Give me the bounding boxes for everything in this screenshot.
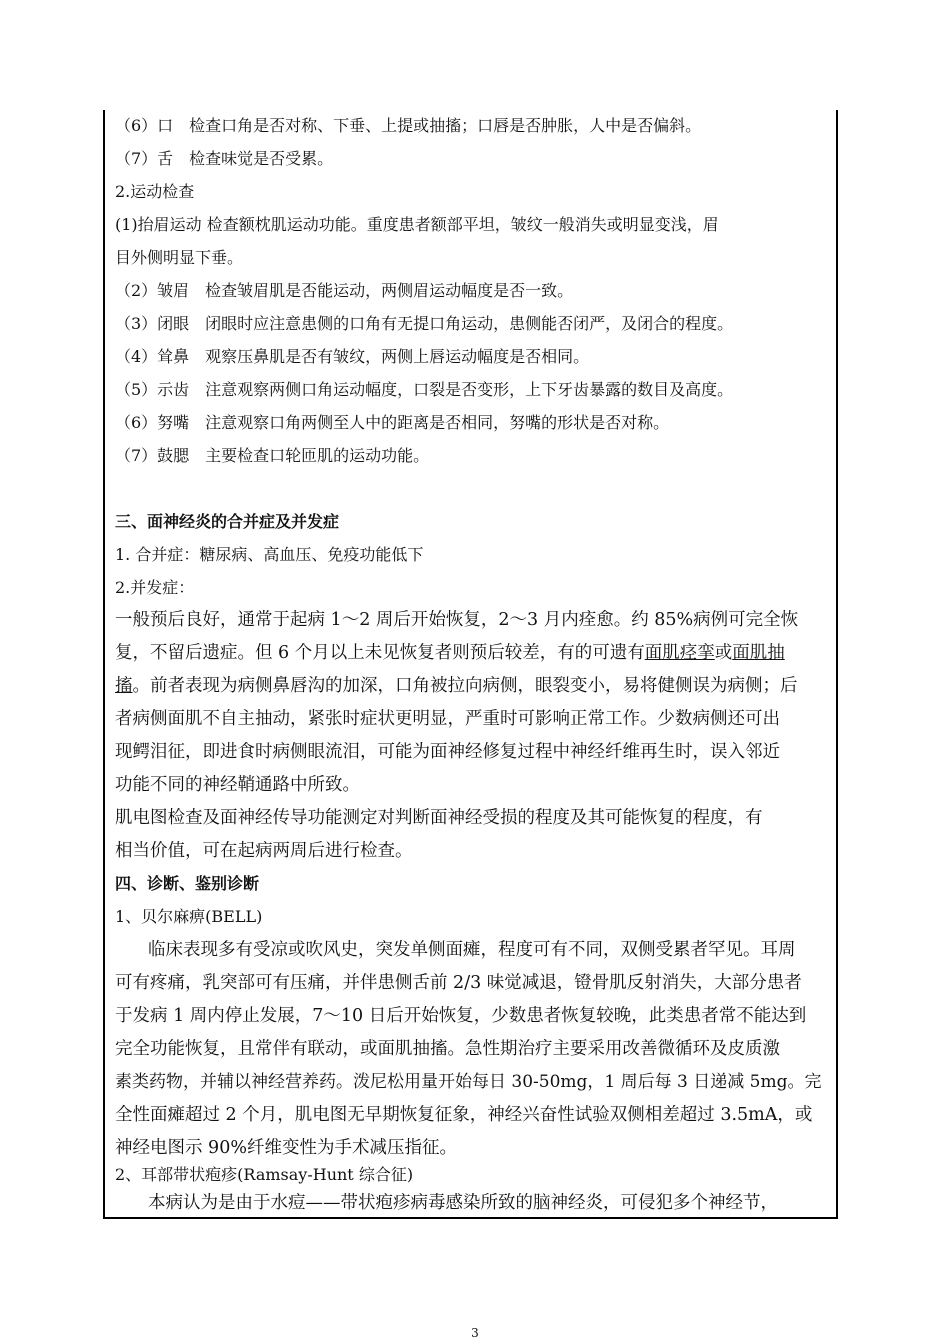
paragraph-line: 于发病 1 周内停止发展，7～10 日后开始恢复，少数患者恢复较晚，此类患者常不能达到 xyxy=(115,1006,807,1026)
paragraph-line: 可有疼痛，乳突部可有压痛，并伴患侧舌前 2/3 味觉减退，镫骨肌反射消失，大部分患者 xyxy=(115,973,802,993)
paragraph-line: 素类药物，并辅以神经营养药。泼尼松用量开始每日 30-50mg，1 周后每 3 日递减 5mg。完 xyxy=(115,1072,822,1092)
section-heading: 三、面神经炎的合并症及并发症 xyxy=(115,512,340,531)
exam-line: 目外侧明显下垂。 xyxy=(115,248,244,267)
paragraph-line: 临床表现多有受凉或吹风史，突发单侧面瘫，程度可有不同，双侧受累者罕见。耳周 xyxy=(148,940,796,960)
paragraph-line: 一般预后良好，通常于起病 1～2 周后开始恢复，2～3 月内痊愈。约 85%病例可完全恢 xyxy=(115,610,799,630)
paragraph-line: 神经电图示 90%纤维变性为手术减压指征。 xyxy=(115,1138,457,1158)
exam-line: （3）闭眼 闭眼时应注意患侧的口角有无提口角运动，患侧能否闭严，及闭合的程度。 xyxy=(115,314,734,333)
exam-line: （6）口 检查口角是否对称、下垂、上提或抽搐；口唇是否肿胀，人中是否偏斜。 xyxy=(115,116,702,135)
section-line: 2.并发症： xyxy=(115,578,195,597)
paragraph-line: 搐。前者表现为病侧鼻唇沟的加深，口角被拉向病侧，眼裂变小，易将健侧误为病侧；后 xyxy=(115,676,798,696)
section-line: 1. 合并症：糖尿病、高血压、免疫功能低下 xyxy=(115,545,424,564)
exam-line: （7）舌 检查味觉是否受累。 xyxy=(115,149,334,168)
exam-line: （7）鼓腮 主要检查口轮匝肌的运动功能。 xyxy=(115,446,430,465)
paragraph-line: 本病认为是由于水痘——带状疱疹病毒感染所致的脑神经炎，可侵犯多个神经节， xyxy=(148,1193,778,1213)
paragraph-line: 者病侧面肌不自主抽动，紧张时症状更明显，严重时可影响正常工作。少数病侧还可出 xyxy=(115,709,780,729)
paragraph-line: 复，不留后遗症。但 6 个月以上未见恢复者则预后较差，有的可遗有面肌痉挛或面肌抽 xyxy=(115,643,785,663)
paragraph-line: 功能不同的神经鞘通路中所致。 xyxy=(115,775,360,795)
underlined-term: 面肌痉挛 xyxy=(644,643,715,663)
exam-subheading: 2.运动检查 xyxy=(115,182,195,201)
exam-line: （4）耸鼻 观察压鼻肌是否有皱纹，两侧上唇运动幅度是否相同。 xyxy=(115,347,590,366)
underlined-term: 搐 xyxy=(115,676,133,696)
paragraph-line: 现鳄泪征，即进食时病侧眼流泪，可能为面神经修复过程中神经纤维再生时，误入邻近 xyxy=(115,742,780,762)
subsection-heading: 2、耳部带状疱疹(Ramsay-Hunt 综合征) xyxy=(115,1165,414,1184)
underlined-term: 面肌抽 xyxy=(732,643,785,663)
paragraph-line: 完全功能恢复，且常伴有联动，或面肌抽搐。急性期治疗主要采用改善微循环及皮质激 xyxy=(115,1039,780,1059)
exam-line: (1)抬眉运动 检查额枕肌运动功能。重度患者额部平坦，皱纹一般消失或明显变浅，眉 xyxy=(115,215,719,234)
paragraph-line: 全性面瘫超过 2 个月，肌电图无早期恢复征象，神经兴奋性试验双侧相差超过 3.5mA，或 xyxy=(115,1105,813,1125)
page-number: 3 xyxy=(471,1326,479,1340)
exam-line: （5）示齿 注意观察两侧口角运动幅度，口裂是否变形，上下牙齿暴露的数目及高度。 xyxy=(115,380,734,399)
exam-line: （2）皱眉 检查皱眉肌是否能运动，两侧眉运动幅度是否一致。 xyxy=(115,281,574,300)
paragraph-line: 相当价值，可在起病两周后进行检查。 xyxy=(115,841,413,861)
paragraph-line: 肌电图检查及面神经传导功能测定对判断面神经受损的程度及其可能恢复的程度，有 xyxy=(115,808,763,828)
section-heading: 四、诊断、鉴别诊断 xyxy=(115,874,260,893)
subsection-heading: 1、贝尔麻痹(BELL) xyxy=(115,907,263,926)
exam-line: （6）努嘴 注意观察口角两侧至人中的距离是否相同，努嘴的形状是否对称。 xyxy=(115,413,670,432)
